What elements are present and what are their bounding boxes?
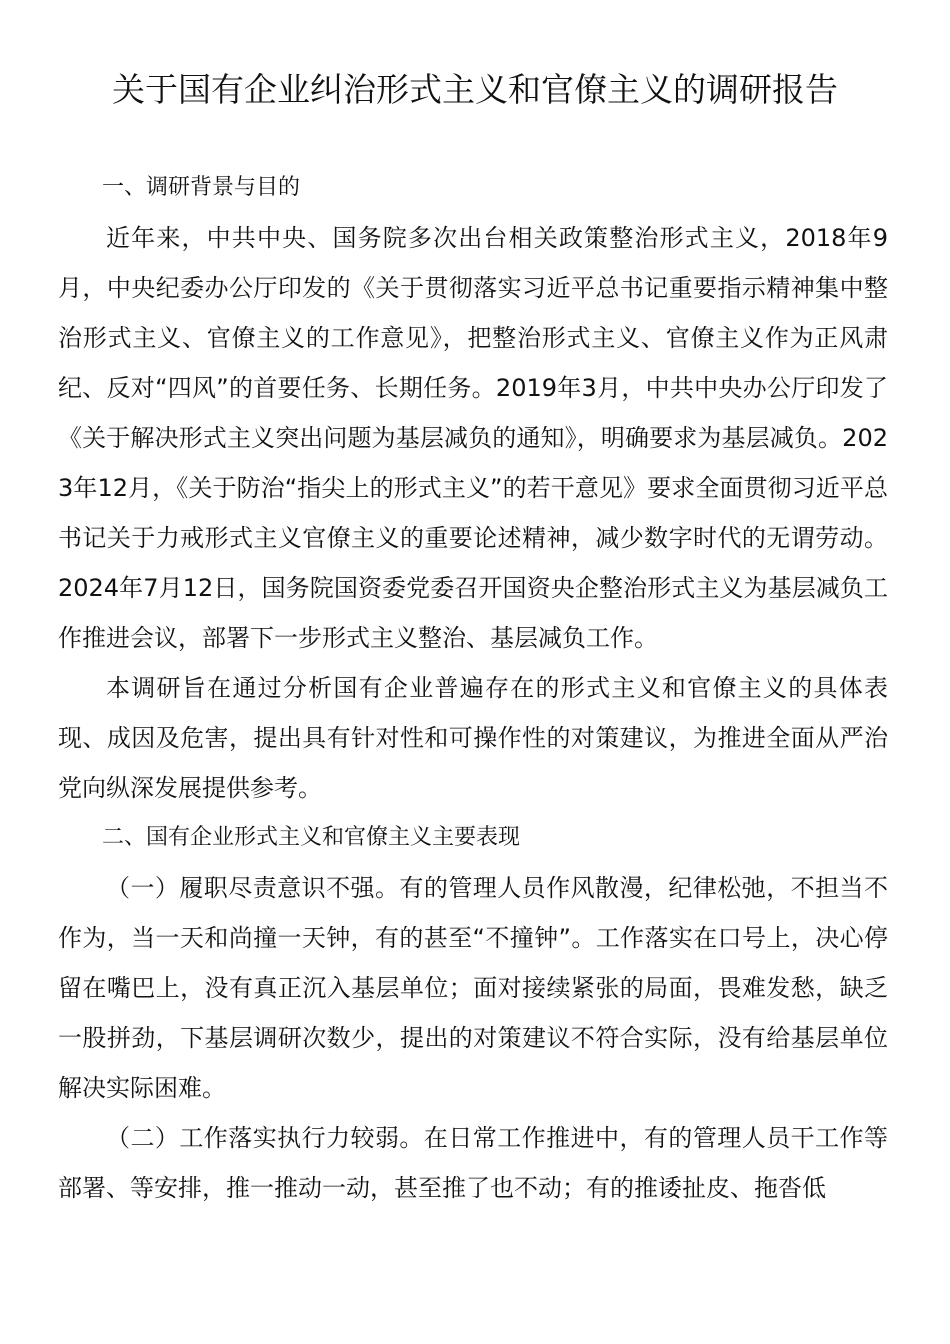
section-heading: 一、调研背景与目的: [102, 175, 301, 200]
section-manifestations: [58, 813, 888, 1213]
paragraph: （二）工作落实执行力较弱。在日常工作推进中，有的管理人员干工作等部署、等安排，推一推动一动，甚至推了也不动；有的推诿扯皮、拖沓低: [58, 1124, 888, 1202]
document-title: 关于国有企业纠治形式主义和官僚主义的调研报告: [112, 70, 838, 109]
document-body: [58, 163, 888, 1213]
paragraph: 本调研旨在通过分析国有企业普遍存在的形式主义和官僚主义的具体表现、成因及危害，提出具有针对性和可操作性的对策建议，为推进全面从严治党向纵深发展提供参考。: [58, 674, 888, 802]
section-heading: 二、国有企业形式主义和官僚主义主要表现: [102, 825, 521, 850]
paragraph: 近年来，中共中央、国务院多次出台相关政策整治形式主义，2018年9月，中央纪委办公厅印发的《关于贯彻落实习近平总书记重要指示精神集中整治形式主义、官僚主义的工作意见》，把整治形式主义、官僚主义作为正风肃纪、反对“四风”的首要任务、长期任务。2019年3月，中共中央办公厅印发了《关于解决形式主义突出问题为基层减负的通知》，明确要求为基层减负。2023年12月，《关于防治“指尖上的形式主义”的若干意见》要求全面贯彻习近平总书记关于力戒形式主义官僚主义的重要论述精神，减少数字时代的无谓劳动。2024年7月12日，国务院国资委党委召开国资央企整治形式主义为基层减负工作推进会议，部署下一步形式主义整治、基层减负工作。: [58, 224, 888, 652]
section-background: [58, 163, 888, 813]
paragraph: （一）履职尽责意识不强。有的管理人员作风散漫，纪律松弛，不担当不作为，当一天和尚撞一天钟，有的甚至“不撞钟”。工作落实在口号上，决心停留在嘴巴上，没有真正沉入基层单位；面对接续紧张的局面，畏难发愁，缺乏一股拼劲，下基层调研次数少，提出的对策建议不符合实际，没有给基层单位解决实际困难。: [58, 874, 888, 1102]
